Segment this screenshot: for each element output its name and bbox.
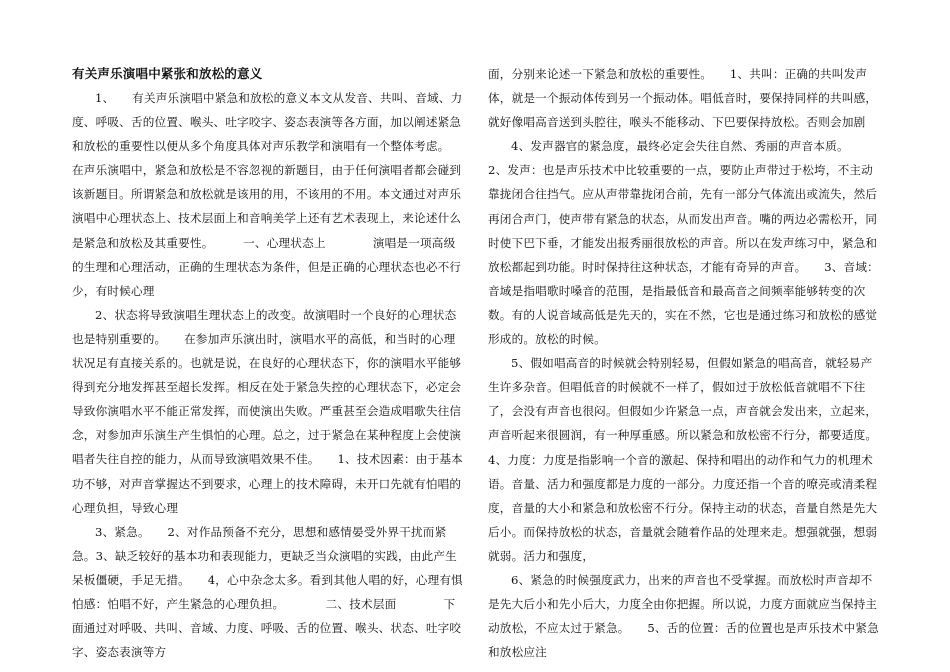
paragraph: 1、 有关声乐演唱中紧急和放松的意义本文从发音、共叫、音域、力度、呼吸、舌的位置、喉头、吐字咬字、姿态表演等各方面，加以阐述紧急和放松的重要性以便从多个角度具体对声乐教学和演唱有一个整体考虑。 在声乐演唱中，紧急和放松是不容忽视的新题目，由于任何演唱者都会碰到该新题目。所谓紧急和放松就是该用的用，不该用的不用。本文通过对声乐演唱中心理状态上、技术层面上和音响美学上还有艺术表现上，来论述什么是紧急和放松及其重要性。 一、心理状态上 演唱是一项高级的生理和心理活动，正确的生理状态为条件，但是正确的心理状态也必不行少，有时候心理	[72, 91, 468, 298]
document-title: 有关声乐演唱中紧张和放松的意义	[72, 66, 263, 81]
right-column	[488, 62, 895, 664]
paragraph: 面，分别来论述一下紧急和放松的重要性。 1、共叫：正确的共叫发声体，就是一个振动体传到另一个振动体。唱低音时，要保持同样的共叫感，就好像唱高音送到头腔往，喉头不能移动、下巴要保持放松。否则会加剧	[488, 67, 878, 130]
paragraph: 4、发声器官的紧急度，最终必定会失往自然、秀丽的声音本质。 2、发声：也是声乐技术中比较重要的一点，要防止声带过于松垮，不主动靠拢闭合往挡气。应从声带靠拢闭合前，先有一部分气体流出或流失，然后再闭合声门，使声带有紧急的状态，从而发出声音。嘴的两边必需松开，同时使下巴下垂，才能发出报秀丽很放松的声音。所以在发声练习中，紧急和放松都起到功能。时时保持往这种状态，才能有奇异的声音。 3、音域：音域是指唱歌时嗓音的范围，是指最低音和最高音之间频率能够转变的次数。有的人说音域高低是先天的，实在不然，它也是通过练习和放松的感觉形成的。放松的时候。	[488, 139, 879, 347]
paragraph: 6、紧急的时候强度武力，出来的声音也不受掌握。而放松时声音却不是先大后小和先小后大，力度全由你把握。所以说，力度方面就应当保持主动放松，不应太过于紧急。 5、舌的位置：舌的位置也是声乐技术中紧急和放松应注	[488, 572, 879, 660]
paragraph: 5、假如唱高音的时候就会特别轻易，但假如紧急的唱高音，就轻易产生许多杂音。但唱低音的时候就不一样了，假如过于放松低音就唱不下往了，会没有声音也很闷。但假如少许紧急一点，声音就会发出来，立起来，声音听起来很圆润，有一种厚重感。所以紧急和放松密不行分，都要适度。 4、力度：力度是指影响一个音的激起、保持和唱出的动作和气力的机理术语。音量、活力和强度都是力度的一部分。力度还指一个音的嘹亮或清柔程度，音量的大小和紧急和放松密不行分。保持主动的状态，音量自然是先大后小。而保持放松的状态，音量就会随着作品的处理来走。想强就强，想弱就弱。活力和强度，	[488, 356, 895, 563]
paragraph: 3、紧急。 2、对作品预备不充分，思想和感情晏受外界干扰而紧急。3、缺乏较好的基本功和表现能力，更缺乏当众演唱的实践，由此产生呆板僵硬，手足无措。 4，心中杂念太多。看到其他人唱的好，心理有惧怕感：怕唱不好，产生紧急的心理负担。 二、技术层面 下面通过对呼吸、共叫、音域、力度、呼吸、舌的位置、喉头、状态、吐字咬字、姿态表演等方	[72, 524, 463, 660]
left-column	[72, 62, 468, 664]
paragraph: 2、状态将导致演唱生理状态上的改变。故演唱时一个良好的心理状态也是特别重要的。 在参加声乐演出时，演唱水平的高低，和当时的心理状况足有直接关系的。也就是说，在良好的心理状态下，你的演唱水平能够得到充分地发挥甚至超长发挥。相反在处于紧急失控的心理状态下，必定会导致你演唱水平不能正常发挥，而使演出失败。严重甚至会造成唱歌失往信念，对参加声乐演生产生惧怕的心理。总之，过于紧急在某种程度上会使演唱者失往自控的能力，从而导致演唱效果不佳。 1、技术因素：由于基本功不够，对声音掌握达不到要求，心理上的技术障碍，未开口先就有怕唱的心理负担，导致心理	[72, 307, 463, 515]
